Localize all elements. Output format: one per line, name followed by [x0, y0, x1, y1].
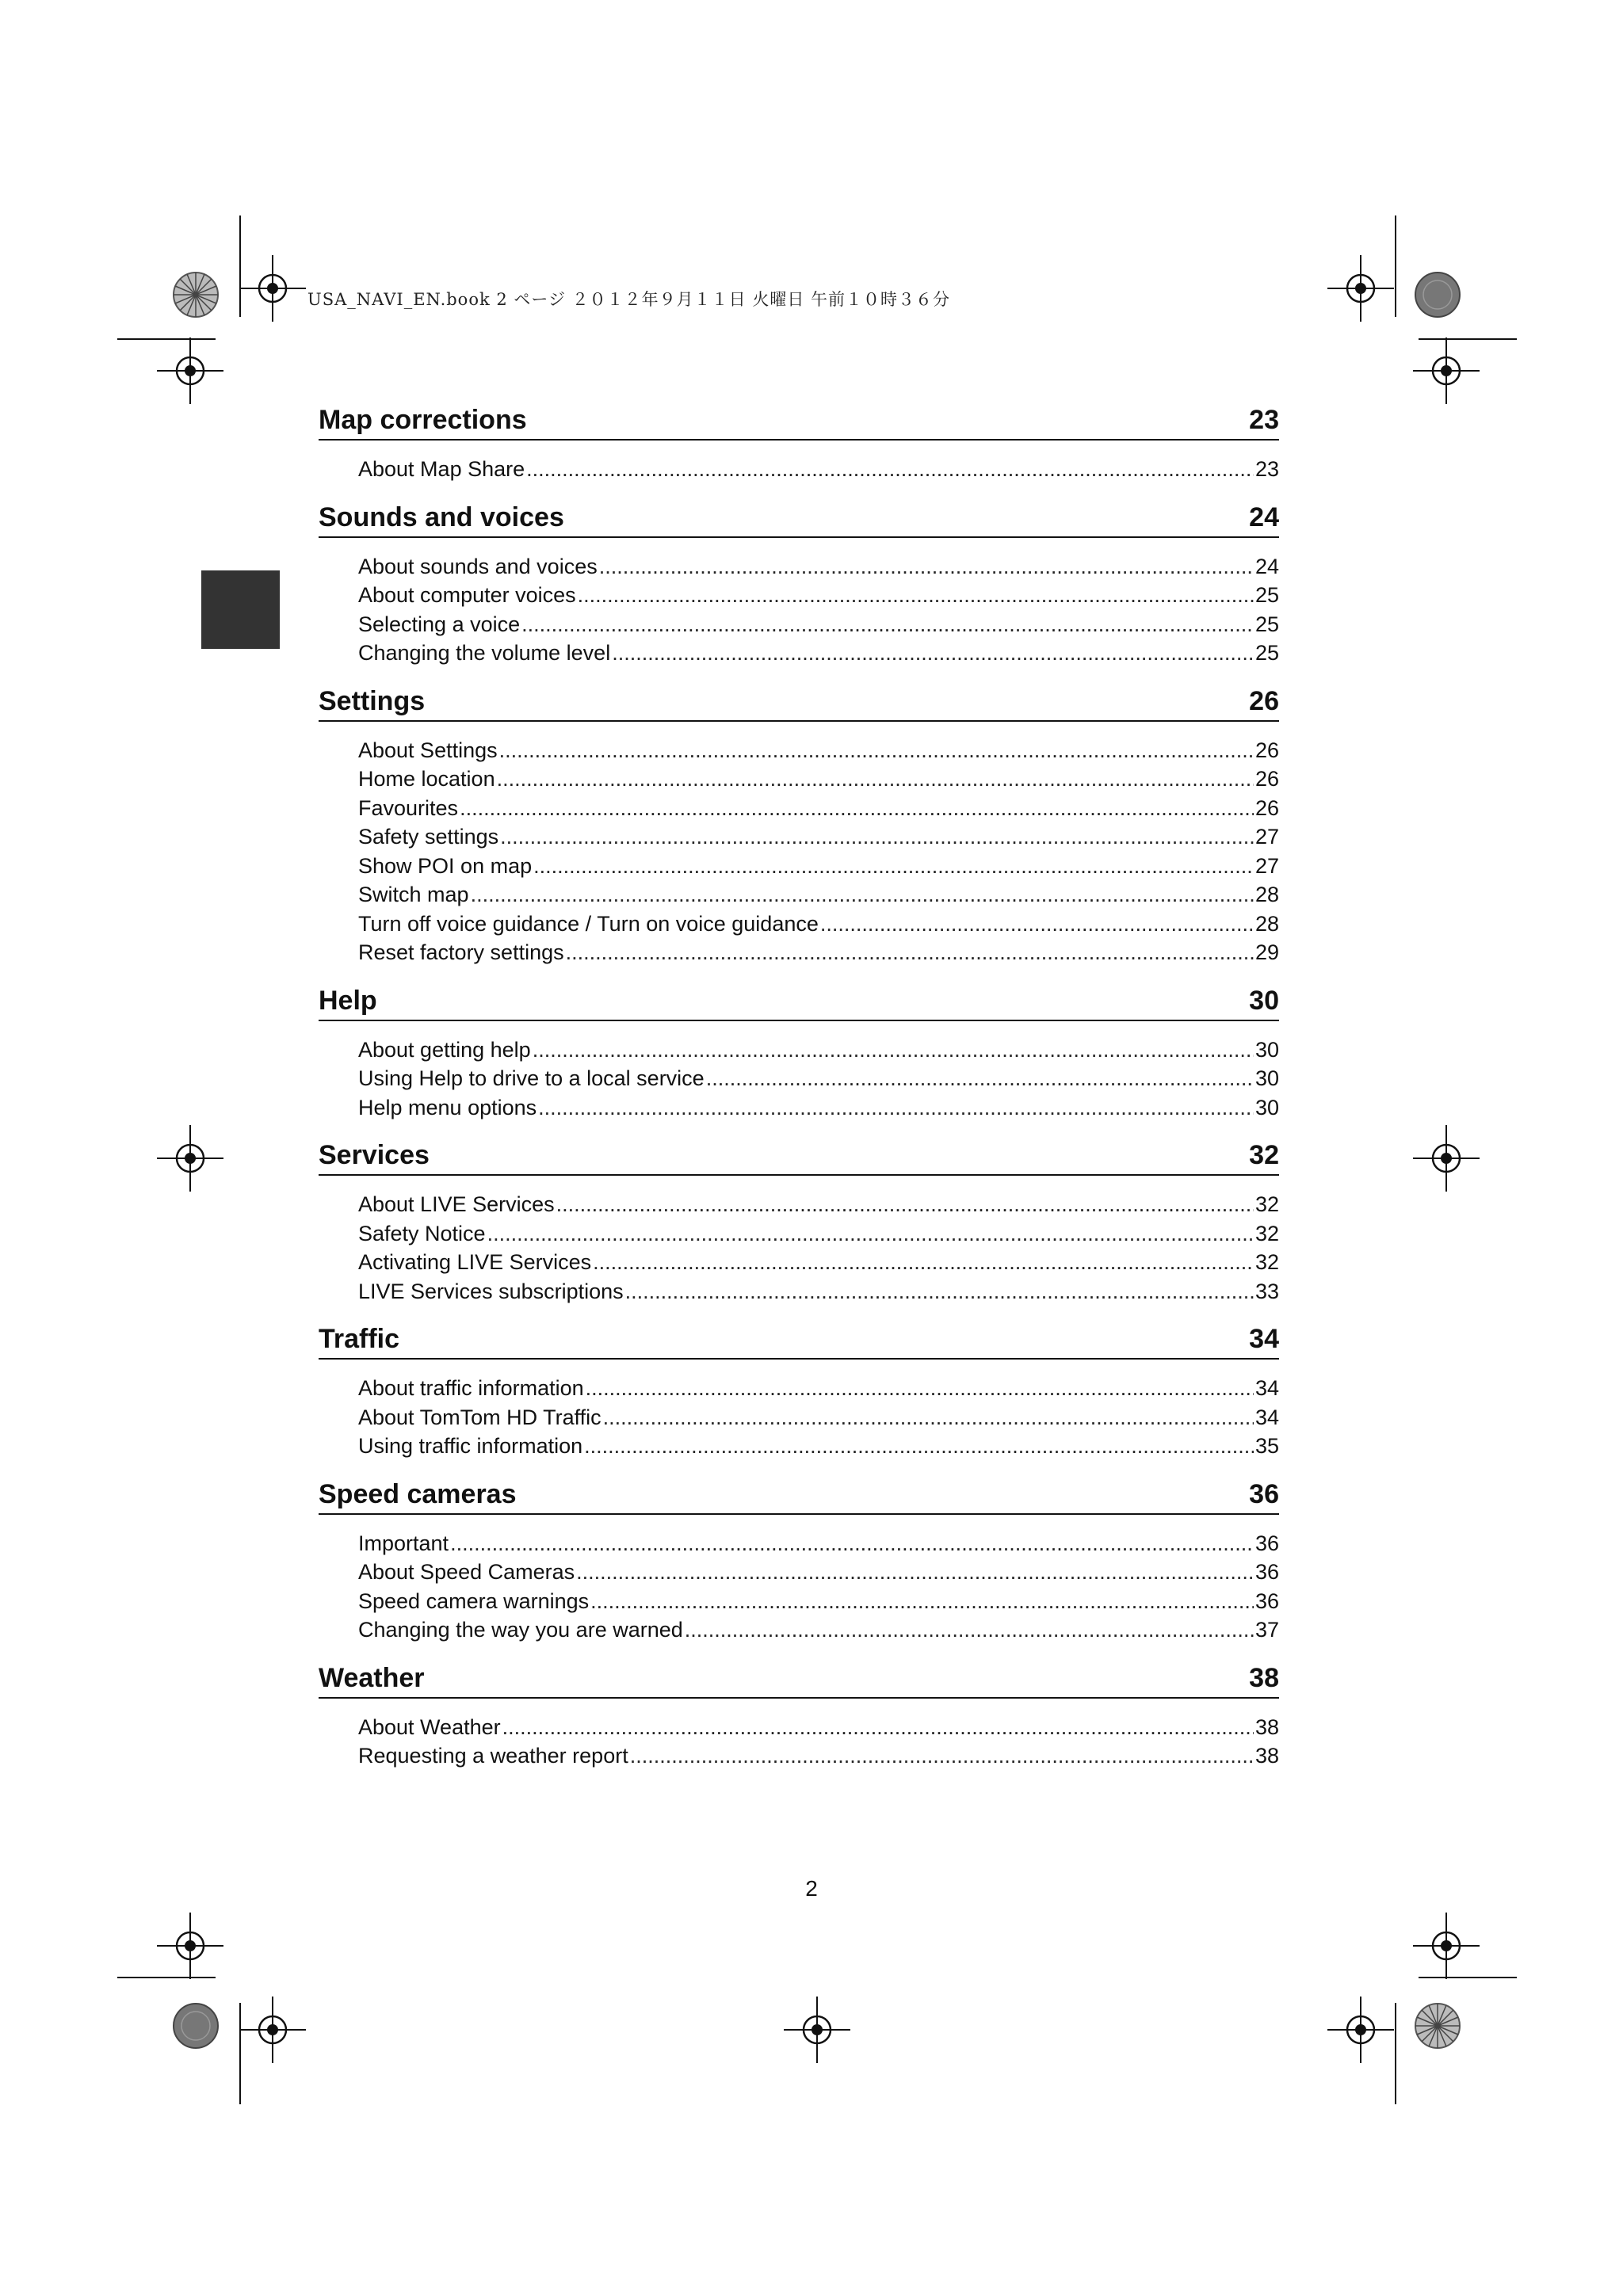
- section-title: Sounds and voices: [319, 502, 564, 532]
- entry-page-number: 30: [1254, 1037, 1279, 1062]
- toc-entry[interactable]: [358, 1432, 1279, 1461]
- table-of-contents: [319, 396, 1279, 1780]
- entry-list: [319, 1190, 1279, 1306]
- entry-title: Switch map: [358, 883, 469, 906]
- toc-entry[interactable]: [358, 1190, 1279, 1219]
- entry-page-number: 34: [1254, 1405, 1279, 1429]
- dot-leader: [526, 455, 1254, 484]
- entry-page-number: 37: [1254, 1618, 1279, 1642]
- dot-leader: [603, 1403, 1254, 1432]
- section-title: Map corrections: [319, 405, 527, 435]
- toc-entry[interactable]: [358, 852, 1279, 881]
- dot-leader: [706, 1064, 1254, 1093]
- entry-title: Reset factory settings: [358, 940, 564, 964]
- print-header: USA_NAVI_EN.book 2 ページ ２０１２年９月１１日 火曜日 午前１０時３６分: [307, 290, 951, 309]
- toc-entry[interactable]: [358, 1587, 1279, 1616]
- dot-leader: [590, 1587, 1254, 1616]
- dot-leader: [556, 1190, 1254, 1219]
- toc-entry[interactable]: [358, 1374, 1279, 1403]
- toc-entry[interactable]: [358, 910, 1279, 939]
- section-heading[interactable]: [319, 977, 1279, 1021]
- section-heading[interactable]: [319, 677, 1279, 722]
- dot-leader: [471, 880, 1254, 910]
- entry-title: About LIVE Services: [358, 1192, 555, 1216]
- dot-leader: [521, 610, 1254, 639]
- entry-page-number: 27: [1254, 853, 1279, 878]
- entry-page-number: 28: [1254, 911, 1279, 936]
- entry-title: About Weather: [358, 1714, 501, 1739]
- entry-page-number: 26: [1254, 795, 1279, 820]
- toc-entry[interactable]: [358, 552, 1279, 582]
- section-page-number: 38: [1249, 1662, 1279, 1693]
- entry-title: About Map Share: [358, 457, 525, 481]
- section-page-number: 32: [1249, 1140, 1279, 1170]
- section-title: Weather: [319, 1662, 425, 1693]
- section-page-number: 36: [1249, 1478, 1279, 1509]
- entry-title: About sounds and voices: [358, 554, 598, 578]
- entry-title: Changing the way you are warned: [358, 1618, 683, 1642]
- toc-entry[interactable]: [358, 1529, 1279, 1558]
- toc-entry[interactable]: [358, 822, 1279, 852]
- toc-entry[interactable]: [358, 1615, 1279, 1645]
- dot-leader: [599, 552, 1254, 582]
- section-tab: [201, 570, 280, 649]
- dot-leader: [584, 1432, 1254, 1461]
- entry-list: [319, 1035, 1279, 1123]
- dot-leader: [820, 910, 1254, 939]
- entry-list: [319, 552, 1279, 668]
- entry-page-number: 35: [1254, 1434, 1279, 1458]
- section-heading[interactable]: [319, 494, 1279, 538]
- entry-title: About TomTom HD Traffic: [358, 1405, 601, 1429]
- section-heading[interactable]: [319, 1470, 1279, 1515]
- entry-page-number: 32: [1254, 1192, 1279, 1216]
- entry-title: Favourites: [358, 795, 459, 820]
- toc-entry[interactable]: [358, 455, 1279, 484]
- entry-page-number: 38: [1254, 1744, 1279, 1768]
- entry-title: About getting help: [358, 1037, 531, 1062]
- entry-page-number: 38: [1254, 1714, 1279, 1739]
- toc-entry[interactable]: [358, 1248, 1279, 1277]
- entry-page-number: 23: [1254, 457, 1279, 481]
- toc-entry[interactable]: [358, 1277, 1279, 1306]
- section-heading[interactable]: [319, 396, 1279, 441]
- dot-leader: [500, 822, 1254, 852]
- dot-leader: [612, 639, 1254, 668]
- toc-section: [319, 677, 1279, 967]
- entry-page-number: 26: [1254, 738, 1279, 762]
- toc-entry[interactable]: [358, 610, 1279, 639]
- entry-page-number: 26: [1254, 767, 1279, 791]
- entry-page-number: 36: [1254, 1560, 1279, 1584]
- entry-list: [319, 1529, 1279, 1645]
- toc-entry[interactable]: [358, 1713, 1279, 1742]
- section-page-number: 34: [1249, 1324, 1279, 1354]
- dot-leader: [538, 1093, 1254, 1123]
- dot-leader: [578, 581, 1254, 610]
- dot-leader: [499, 736, 1254, 765]
- entry-title: Using Help to drive to a local service: [358, 1066, 705, 1090]
- toc-entry[interactable]: [358, 581, 1279, 610]
- entry-page-number: 29: [1254, 940, 1279, 964]
- entry-list: [319, 1374, 1279, 1461]
- entry-title: Selecting a voice: [358, 612, 521, 636]
- toc-entry[interactable]: [358, 794, 1279, 823]
- toc-section: [319, 396, 1279, 484]
- section-heading[interactable]: [319, 1315, 1279, 1360]
- entry-title: Turn off voice guidance / Turn on voice guidance: [358, 911, 819, 936]
- entry-title: Help menu options: [358, 1095, 537, 1119]
- page-number: 2: [805, 1876, 818, 1901]
- entry-title: Speed camera warnings: [358, 1589, 590, 1613]
- dot-leader: [625, 1277, 1254, 1306]
- toc-section: [319, 1654, 1279, 1771]
- entry-list: [319, 1713, 1279, 1771]
- toc-section: [319, 977, 1279, 1123]
- entry-page-number: 36: [1254, 1589, 1279, 1613]
- entry-page-number: 36: [1254, 1531, 1279, 1555]
- entry-list: [319, 455, 1279, 484]
- toc-section: [319, 1131, 1279, 1306]
- toc-entry[interactable]: [358, 1064, 1279, 1093]
- entry-title: About Speed Cameras: [358, 1560, 575, 1584]
- entry-page-number: 30: [1254, 1066, 1279, 1090]
- toc-section: [319, 494, 1279, 668]
- toc-entry[interactable]: [358, 938, 1279, 967]
- dot-leader: [533, 1035, 1254, 1065]
- entry-page-number: 25: [1254, 583, 1279, 607]
- entry-page-number: 28: [1254, 883, 1279, 906]
- dot-leader: [685, 1615, 1254, 1645]
- toc-entry[interactable]: [358, 880, 1279, 910]
- dot-leader: [586, 1374, 1254, 1403]
- entry-page-number: 32: [1254, 1221, 1279, 1245]
- section-heading[interactable]: [319, 1654, 1279, 1699]
- section-title: Speed cameras: [319, 1478, 517, 1509]
- entry-list: [319, 736, 1279, 967]
- section-title: Services: [319, 1140, 430, 1170]
- section-heading[interactable]: [319, 1131, 1279, 1176]
- entry-page-number: 25: [1254, 641, 1279, 665]
- entry-title: LIVE Services subscriptions: [358, 1279, 624, 1303]
- toc-entry[interactable]: [358, 1558, 1279, 1587]
- entry-title: Important: [358, 1531, 449, 1555]
- toc-section: [319, 1315, 1279, 1461]
- entry-title: Show POI on map: [358, 853, 533, 878]
- section-title: Help: [319, 985, 377, 1016]
- entry-title: Home location: [358, 767, 495, 791]
- dot-leader: [502, 1713, 1254, 1742]
- dot-leader: [460, 794, 1254, 823]
- toc-entry[interactable]: [358, 736, 1279, 765]
- entry-page-number: 33: [1254, 1279, 1279, 1303]
- dot-leader: [593, 1248, 1254, 1277]
- toc-entry[interactable]: [358, 1741, 1279, 1771]
- entry-page-number: 24: [1254, 554, 1279, 578]
- entry-title: Requesting a weather report: [358, 1744, 628, 1768]
- section-title: Traffic: [319, 1324, 400, 1354]
- entry-title: About traffic information: [358, 1376, 584, 1400]
- entry-title: About Settings: [358, 738, 498, 762]
- section-page-number: 24: [1249, 502, 1279, 532]
- entry-title: About computer voices: [358, 583, 576, 607]
- section-page-number: 26: [1249, 685, 1279, 716]
- dot-leader: [630, 1741, 1254, 1771]
- entry-page-number: 27: [1254, 825, 1279, 849]
- toc-entry[interactable]: [358, 765, 1279, 794]
- entry-page-number: 32: [1254, 1250, 1279, 1274]
- toc-entry[interactable]: [358, 639, 1279, 668]
- dot-leader: [450, 1529, 1254, 1558]
- entry-title: Safety settings: [358, 825, 499, 849]
- entry-title: Safety Notice: [358, 1221, 486, 1245]
- dot-leader: [487, 1219, 1254, 1249]
- dot-leader: [576, 1558, 1254, 1587]
- section-page-number: 23: [1249, 405, 1279, 435]
- entry-title: Changing the volume level: [358, 641, 611, 665]
- entry-page-number: 25: [1254, 612, 1279, 636]
- entry-title: Activating LIVE Services: [358, 1250, 592, 1274]
- toc-entry[interactable]: [358, 1093, 1279, 1123]
- toc-section: [319, 1470, 1279, 1645]
- toc-entry[interactable]: [358, 1219, 1279, 1249]
- dot-leader: [533, 852, 1254, 881]
- section-title: Settings: [319, 685, 426, 716]
- dot-leader: [566, 938, 1254, 967]
- toc-entry[interactable]: [358, 1403, 1279, 1432]
- entry-title: Using traffic information: [358, 1434, 583, 1458]
- toc-entry[interactable]: [358, 1035, 1279, 1065]
- dot-leader: [497, 765, 1254, 794]
- entry-page-number: 34: [1254, 1376, 1279, 1400]
- section-page-number: 30: [1249, 985, 1279, 1016]
- entry-page-number: 30: [1254, 1095, 1279, 1119]
